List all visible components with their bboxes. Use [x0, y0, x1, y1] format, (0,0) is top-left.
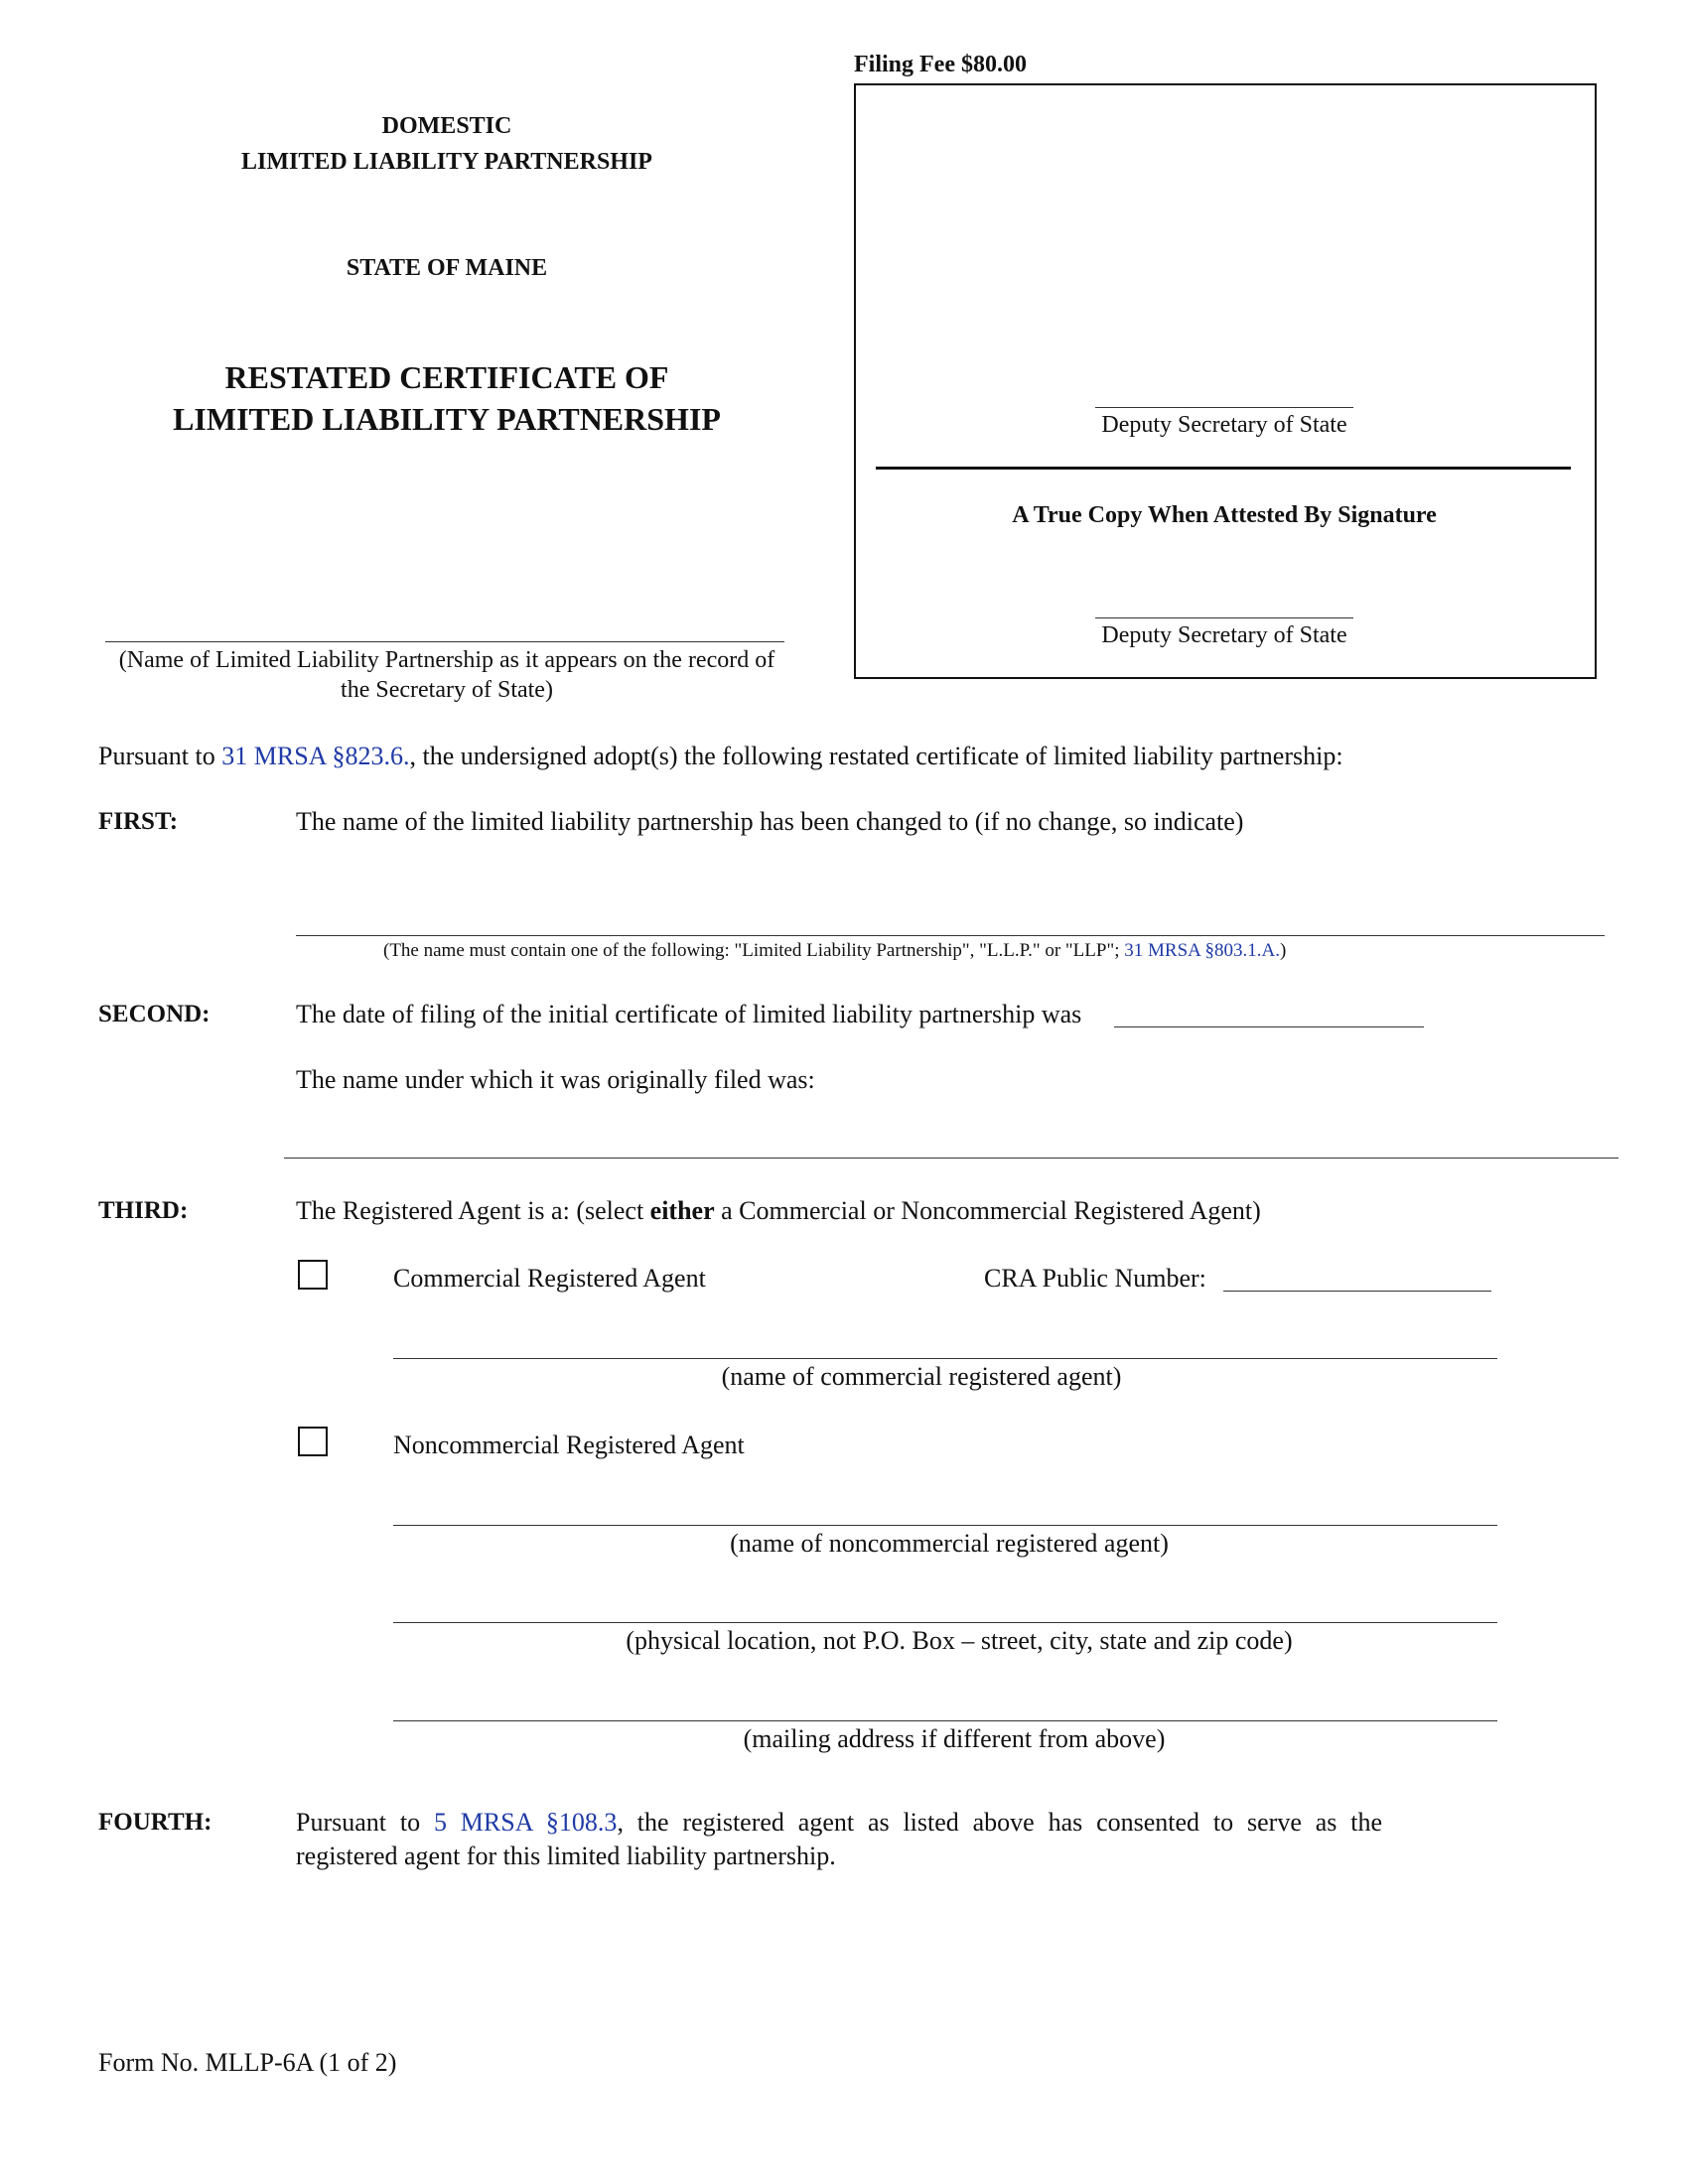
fourth-label: FOURTH:: [98, 1809, 212, 1836]
second-original-name-text: The name under which it was originally filed was:: [296, 1065, 815, 1094]
noncommercial-agent-name-field[interactable]: [393, 1525, 1497, 1526]
commercial-agent-name-caption: (name of commercial registered agent): [721, 1362, 1122, 1391]
third-label: THIRD:: [98, 1197, 189, 1224]
first-label: FIRST:: [98, 808, 179, 835]
first-note-statute-link[interactable]: 31 MRSA §803.1.A.: [1124, 940, 1281, 961]
deputy-label-1: Deputy Secretary of State: [1101, 412, 1347, 438]
second-label: SECOND:: [98, 1001, 211, 1027]
intro-statute-link[interactable]: 31 MRSA §823.6.: [221, 742, 410, 770]
physical-location-caption: (physical location, not P.O. Box – street, city, state and zip code): [626, 1626, 1293, 1655]
cra-number-label: CRA Public Number:: [984, 1264, 1206, 1293]
commercial-agent-label: Commercial Registered Agent: [393, 1264, 706, 1293]
state-heading: STATE OF MAINE: [346, 255, 548, 281]
commercial-agent-name-field[interactable]: [393, 1358, 1497, 1359]
noncommercial-agent-name-caption: (name of noncommercial registered agent): [730, 1529, 1169, 1558]
entity-type-heading: LIMITED LIABILITY PARTNERSHIP: [241, 149, 652, 175]
noncommercial-agent-label: Noncommercial Registered Agent: [393, 1431, 745, 1459]
initial-filing-date-field[interactable]: [1114, 1026, 1424, 1027]
fourth-line-2: registered agent for this limited liability partnership.: [296, 1842, 836, 1870]
third-intro-suffix: a Commercial or Noncommercial Registered Agent): [721, 1196, 1261, 1225]
domestic-heading: DOMESTIC: [381, 113, 512, 139]
deputy-label-2: Deputy Secretary of State: [1101, 622, 1347, 648]
second-date-text: The date of filing of the initial certificate of limited liability partnership was: [296, 1000, 1082, 1028]
mailing-address-caption: (mailing address if different from above): [743, 1724, 1166, 1753]
new-name-field[interactable]: [296, 935, 1605, 936]
third-intro: [296, 1195, 1261, 1227]
llp-name-caption-1: (Name of Limited Liability Partnership as it appears on the record of: [118, 647, 775, 673]
filing-box: [854, 83, 1597, 679]
first-note-suffix: ): [1280, 940, 1287, 961]
third-intro-emphasis: either: [649, 1196, 715, 1225]
intro-suffix: , the undersigned adopt(s) the following restated certificate of limited liability partnership:: [409, 742, 1343, 770]
page-title-line-1: RESTATED CERTIFICATE OF: [224, 359, 669, 395]
filing-box-divider: [876, 467, 1571, 470]
fourth-line-1: [296, 1807, 1382, 1839]
third-intro-prefix: The Registered Agent is a: (select: [296, 1196, 644, 1225]
intro-prefix: Pursuant to: [98, 742, 215, 770]
commercial-agent-checkbox[interactable]: [298, 1260, 328, 1290]
first-note-prefix: (The name must contain one of the following: "Limited Liability Partnership", "L.L.P." or "LLP";: [383, 940, 1120, 961]
fourth-statute-link[interactable]: 5 MRSA §108.3: [433, 1808, 618, 1837]
llp-name-caption-2: the Secretary of State): [341, 677, 553, 703]
original-name-field[interactable]: [284, 1158, 1618, 1159]
deputy-signature-line-1[interactable]: [1095, 407, 1353, 408]
filing-fee: Filing Fee $80.00: [854, 52, 1027, 77]
mailing-address-field[interactable]: [393, 1720, 1497, 1721]
first-text: The name of the limited liability partnership has been changed to (if no change, so indicate): [296, 807, 1244, 836]
fourth-prefix: Pursuant to: [296, 1808, 421, 1837]
intro-paragraph: [98, 741, 1343, 772]
noncommercial-agent-checkbox[interactable]: [298, 1427, 328, 1456]
first-note: [383, 939, 1286, 963]
fourth-line1-suffix: , the registered agent as listed above has consented to serve as the: [617, 1808, 1382, 1837]
physical-location-field[interactable]: [393, 1622, 1497, 1623]
true-copy-label: A True Copy When Attested By Signature: [1012, 502, 1437, 528]
llp-name-field[interactable]: [105, 641, 784, 642]
page-title-line-2: LIMITED LIABILITY PARTNERSHIP: [173, 401, 721, 437]
cra-number-field[interactable]: [1223, 1291, 1491, 1292]
deputy-signature-line-2[interactable]: [1095, 617, 1353, 618]
form-number: Form No. MLLP-6A (1 of 2): [98, 2048, 397, 2077]
